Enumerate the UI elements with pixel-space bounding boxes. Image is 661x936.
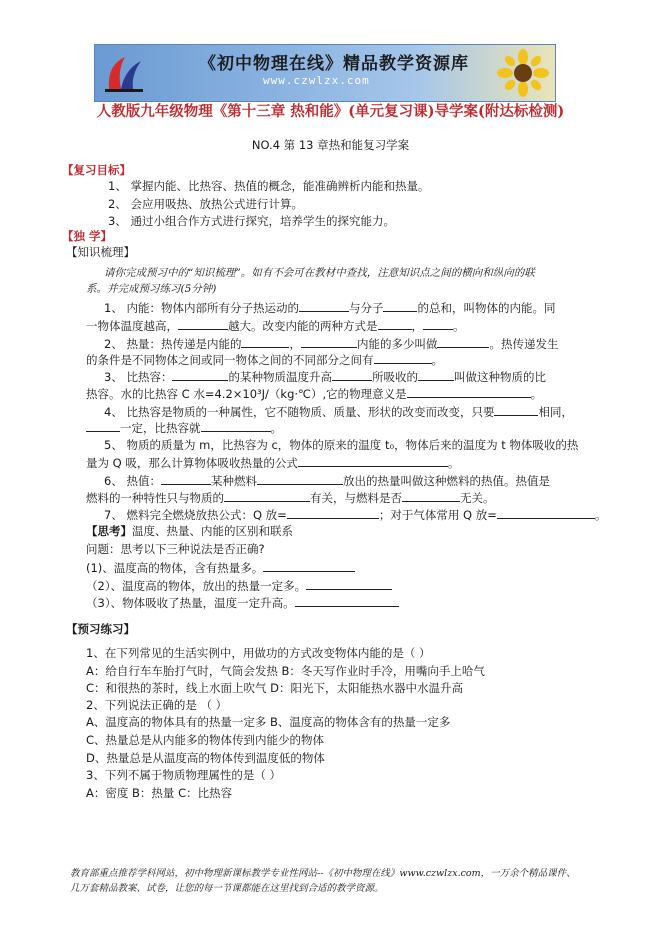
answer-blank[interactable] [418, 369, 454, 381]
answer-blank[interactable] [301, 336, 357, 348]
instruction-text: 系。并完成预习练习(5分钟) [86, 283, 217, 295]
page-title: 人教版九年级物理《第十三章 热和能》(单元复习课)导学案(附达标检测) [96, 103, 565, 120]
goal-item: 2、 会应用吸热、放热公式进行计算。 [108, 197, 303, 211]
knowledge-item-3 [104, 369, 546, 385]
footer-line: 几万套精品教案、试卷，让您的每一节课都能在这里找到合适的教学资源。 [70, 883, 384, 894]
think-text: 温度、热量、内能的区别和联系 [132, 524, 293, 538]
banner [94, 44, 556, 102]
answer-blank[interactable] [407, 386, 531, 398]
answer-blank[interactable] [497, 507, 595, 519]
knowledge-item-7 [104, 507, 606, 523]
text: 2、 热量：热传递是内能的 [104, 337, 242, 351]
answer-blank[interactable] [287, 507, 379, 519]
text: 放出的热量叫做这种燃料的热值。热值是 [342, 474, 550, 488]
site-logo-icon [101, 51, 147, 95]
answer-blank[interactable] [295, 595, 399, 607]
text: 7、 燃料完全燃烧放热公式：Q 放= [104, 508, 287, 522]
question-item [86, 595, 399, 611]
text: 一定，比热容就 [120, 421, 201, 435]
question-item [86, 560, 355, 576]
banner-url[interactable]: www.czwlzx.com [263, 74, 370, 87]
text: ， [289, 337, 301, 351]
banner-title: 《初中物理在线》精品教学资源库 [199, 54, 469, 74]
knowledge-item-1 [104, 300, 555, 316]
text: 一物体温度越高， [86, 319, 178, 333]
knowledge-heading: 【知识梳理】 [66, 245, 135, 259]
answer-blank[interactable] [332, 369, 372, 381]
answer-blank[interactable] [172, 369, 228, 381]
answer-blank[interactable] [298, 455, 448, 467]
exercise-question: 1、在下列常见的生活实例中，用做功的方式改变物体内能的是（ ） [86, 646, 431, 660]
text: (1)、温度高的物体，含有热量多。 [86, 561, 264, 575]
exercise-option: A、温度高的物体具有的热量一定多 B、温度高的物体含有的热量一定多 [86, 715, 451, 729]
answer-blank[interactable] [201, 420, 271, 432]
knowledge-item-5-cont [86, 455, 459, 471]
text: ， [411, 319, 423, 333]
text: 燃料的一种特性只与物质的 [86, 491, 224, 505]
text: 3、 比热容： [104, 370, 173, 384]
answer-blank[interactable] [423, 318, 453, 330]
answer-blank[interactable] [383, 300, 417, 312]
goals-heading: 【复习目标】 [62, 163, 131, 177]
text: 有关，与燃料是否 [310, 491, 402, 505]
footer-line: 教育部重点推荐学科网站，初中物理新课标教学专业性网站--《初中物理在线》www.czwlzx.com，一万余个精品课件、 [70, 868, 576, 879]
knowledge-item-2-cont [86, 352, 443, 368]
text: ；对于气体常用 Q 放= [378, 508, 497, 522]
text: 。热传递发生 [489, 337, 559, 351]
text: 与分子 [348, 301, 384, 315]
text: 。 [270, 421, 282, 435]
practice-heading: 【预习练习】 [66, 622, 135, 636]
answer-blank[interactable] [494, 404, 538, 416]
goal-item: 3、 通过小组合作方式进行探究，培养学生的探究能力。 [108, 214, 395, 228]
exercise-question: 3、下列不属于物质物理属性的是（ ） [86, 768, 281, 782]
knowledge-item-1-cont [86, 318, 465, 334]
text: 内能的多少叫做 [356, 337, 438, 351]
text: 热容。水的比热容 C 水=4.2×10³J/（kg·℃）,它的物理意义是 [86, 387, 407, 401]
sunflower-icon [495, 49, 551, 97]
page-subtitle: NO.4 第 13 章热和能复习学案 [251, 138, 410, 152]
text: 。 [594, 508, 607, 522]
text: （3）、物体吸收了热量，温度一定升高。 [86, 596, 295, 610]
exercise-option: A：密度 B：热量 C：比热容 [86, 786, 233, 800]
answer-blank[interactable] [306, 578, 392, 590]
answer-blank[interactable] [257, 473, 343, 485]
answer-blank[interactable] [378, 318, 412, 330]
text: 的某种物质温度升高 [228, 370, 332, 384]
answer-blank[interactable] [263, 560, 355, 572]
answer-blank[interactable] [241, 336, 289, 348]
answer-blank[interactable] [402, 490, 460, 502]
text: 。 [530, 387, 543, 401]
knowledge-item-3-cont [86, 386, 542, 402]
text: 所吸收的 [371, 370, 418, 384]
text: 相同， [538, 405, 573, 419]
text: 的条件是不同物体之间或同一物体之间的不同部分之间有 [86, 353, 374, 367]
answer-blank[interactable] [437, 336, 489, 348]
text: 4、 比热容是物质的一种属性，它不随物质、质量、形状的改变而改变，只要 [104, 405, 495, 419]
think-heading: 【思考】 [86, 524, 132, 538]
knowledge-item-6-cont [86, 490, 495, 506]
text: 无关。 [460, 491, 495, 505]
answer-blank[interactable] [374, 352, 432, 364]
text: 6、 热值： [104, 474, 161, 488]
footer [70, 866, 576, 896]
exercise-option: C：和很热的茶时，线上水面上吹气 D：阳光下，太阳能热水器中水温升高 [86, 681, 464, 695]
answer-blank[interactable] [161, 473, 211, 485]
goal-item: 1、 掌握内能、比热容、热值的概念，能准确辨析内能和热量。 [108, 179, 430, 193]
knowledge-item-5: 5、 物质的质量为 m，比热容为 c，物体的原来的温度 t₀，物体后来的温度为 t 物体吸收的热 [104, 438, 579, 452]
text: 。 [453, 319, 465, 333]
exercise-option: D、热量总是从温度高的物体传到温度低的物体 [86, 751, 325, 765]
knowledge-item-6 [104, 473, 550, 489]
answer-blank[interactable] [224, 490, 310, 502]
text: 。 [431, 353, 443, 367]
answer-blank[interactable] [178, 318, 228, 330]
instruction-text: 请你完成预习中的“知识梳理”。如有不会可在教材中查找，注意知识点之间的横向和纵向的联 [104, 267, 535, 279]
text: 叫做这种物质的比 [453, 370, 546, 384]
text: 越大。改变内能的两种方式是 [228, 319, 378, 333]
answer-blank[interactable] [86, 420, 120, 432]
question-text: 问题：思考以下三种说法是否正确? [86, 542, 265, 556]
knowledge-item-4-cont [86, 420, 282, 436]
think-section [86, 524, 293, 539]
knowledge-item-2 [104, 336, 558, 352]
knowledge-item-4 [104, 404, 573, 420]
text: 某种燃料 [210, 474, 257, 488]
answer-blank[interactable] [299, 300, 349, 312]
exercise-question: 2、下列说法正确的是 （ ） [86, 698, 228, 712]
text: 量为 Q 吸，那么计算物体吸收热量的公式 [86, 456, 298, 470]
text: 1、 内能：物体内部所有分子热运动的 [104, 301, 299, 315]
exercise-option: C、热量总是从内能多的物体传到内能少的物体 [86, 733, 325, 747]
exercise-option: A：给自行车车胎打气时，气筒会发热 B：冬天写作业时手冷，用嘴向手上哈气 [86, 664, 485, 678]
text: 的总和，叫物体的内能。同 [417, 301, 556, 315]
text: 。 [447, 456, 460, 470]
question-item [86, 578, 392, 594]
self-study-heading: 【独 学】 [62, 229, 113, 243]
text: （2）、温度高的物体，放出的热量一定多。 [86, 579, 307, 593]
